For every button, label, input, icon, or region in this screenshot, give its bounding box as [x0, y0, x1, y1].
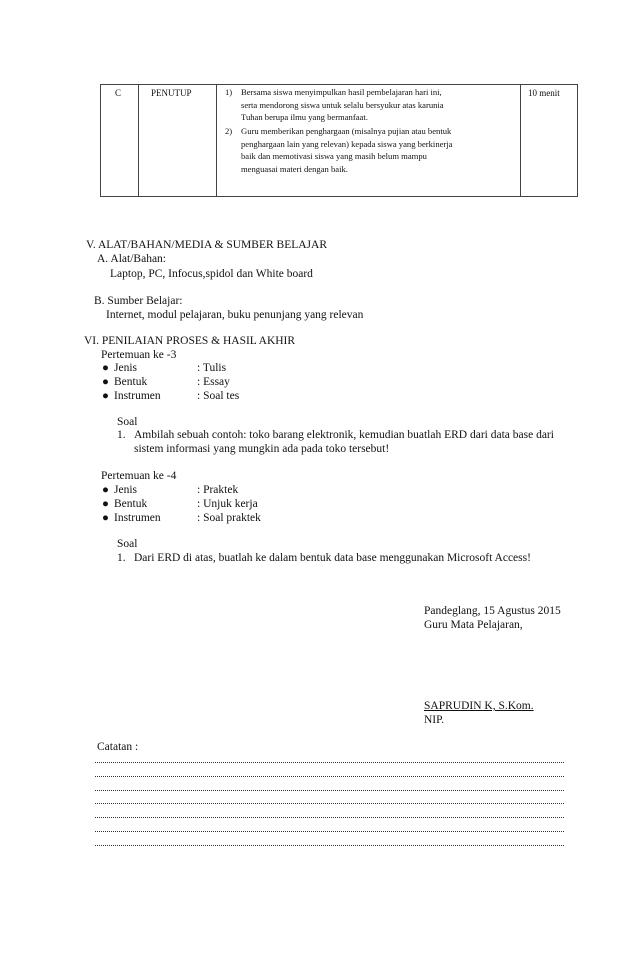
sources-label: B. Sumber Belajar:: [94, 295, 183, 307]
notes-line: [95, 776, 564, 777]
step-line: serta mendorong siswa untuk selalu bersyukur atas karunia: [241, 99, 444, 110]
step-line: Guru memberikan penghargaan (misalnya pujian atau bentuk: [241, 126, 452, 136]
step-line: baik dan memotivasi siswa yang masih belum mampu: [241, 151, 427, 162]
step-line: penghargaan lain yang relevan) kepada siswa yang berkinerja: [241, 138, 453, 149]
assessment-type-value: : Praktek: [197, 484, 239, 496]
meeting-3-heading: Pertemuan ke -3: [101, 349, 177, 361]
soal-label: Soal: [117, 416, 138, 428]
step-number: 1): [225, 87, 233, 97]
assessment-instrument-label: Instrumen: [114, 390, 161, 402]
assessment-type-label: Jenis: [114, 484, 137, 496]
assessment-form-value: : Unjuk kerja: [197, 498, 258, 510]
step-line: Bersama siswa menyimpulkan hasil pembelajaran hari ini,: [241, 87, 442, 97]
column-divider: [216, 85, 217, 196]
assessment-form-label: Bentuk: [114, 498, 148, 510]
bullet-icon: ●: [102, 362, 109, 374]
question-text: Ambilah sebuah contoh: toko barang elektronik, kemudian buatlah ERD dari data base dari: [134, 429, 554, 441]
question-number: 1.: [117, 552, 126, 564]
soal-label: Soal: [117, 538, 138, 550]
notes-line: [95, 790, 564, 791]
question-text: sistem informasi yang mungkin ada pada toko tersebut!: [134, 443, 390, 455]
bullet-icon: ●: [102, 390, 109, 402]
notes-line: [95, 817, 564, 818]
closing-step-2: [225, 125, 515, 176]
step-number: 2): [225, 126, 233, 136]
assessment-instrument-value: : Soal praktek: [197, 512, 261, 524]
meeting-4-heading: Pertemuan ke -4: [101, 470, 177, 482]
assessment-instrument-label: Instrumen: [114, 512, 161, 524]
signer-name: SAPRUDIN K, S.Kom.: [424, 700, 534, 712]
question-text: Dari ERD di atas, buatlah ke dalam bentuk data base menggunakan Microsoft Access!: [134, 552, 531, 564]
lesson-step-table: [100, 84, 578, 197]
signer-role: Guru Mata Pelajaran,: [424, 619, 523, 631]
section-5-title: V. ALAT/BAHAN/MEDIA & SUMBER BELAJAR: [86, 239, 327, 251]
section-6-title: VI. PENILAIAN PROSES & HASIL AKHIR: [84, 335, 296, 347]
signer-nip: NIP.: [424, 714, 445, 726]
phase-name: PENUTUP: [151, 88, 192, 98]
tools-label: A. Alat/Bahan:: [97, 253, 166, 265]
bullet-icon: ●: [102, 376, 109, 388]
bullet-icon: ●: [102, 484, 109, 496]
column-divider: [520, 85, 521, 196]
step-line: Tuhan berupa ilmu yang bermanfaat.: [241, 112, 368, 123]
bullet-icon: ●: [102, 512, 109, 524]
notes-line: [95, 803, 564, 804]
assessment-type-label: Jenis: [114, 362, 137, 374]
closing-step-1: [225, 86, 515, 124]
sources-value: Internet, modul pelajaran, buku penunjang yang relevan: [106, 309, 364, 321]
column-divider: [138, 85, 139, 196]
phase-code: C: [115, 88, 122, 98]
assessment-form-value: : Essay: [197, 376, 230, 388]
step-duration: 10 menit: [528, 88, 560, 98]
step-line: menguasai materi dengan baik.: [241, 164, 348, 175]
notes-line: [95, 845, 564, 846]
notes-label: Catatan :: [97, 741, 139, 753]
question-number: 1.: [117, 429, 126, 441]
tools-value: Laptop, PC, Infocus,spidol dan White board: [110, 268, 313, 280]
place-date: Pandeglang, 15 Agustus 2015: [424, 605, 561, 617]
bullet-icon: ●: [102, 498, 109, 510]
assessment-instrument-value: : Soal tes: [197, 390, 240, 402]
assessment-type-value: : Tulis: [197, 362, 227, 374]
assessment-form-label: Bentuk: [114, 376, 148, 388]
notes-line: [95, 831, 564, 832]
notes-line: [95, 762, 564, 763]
